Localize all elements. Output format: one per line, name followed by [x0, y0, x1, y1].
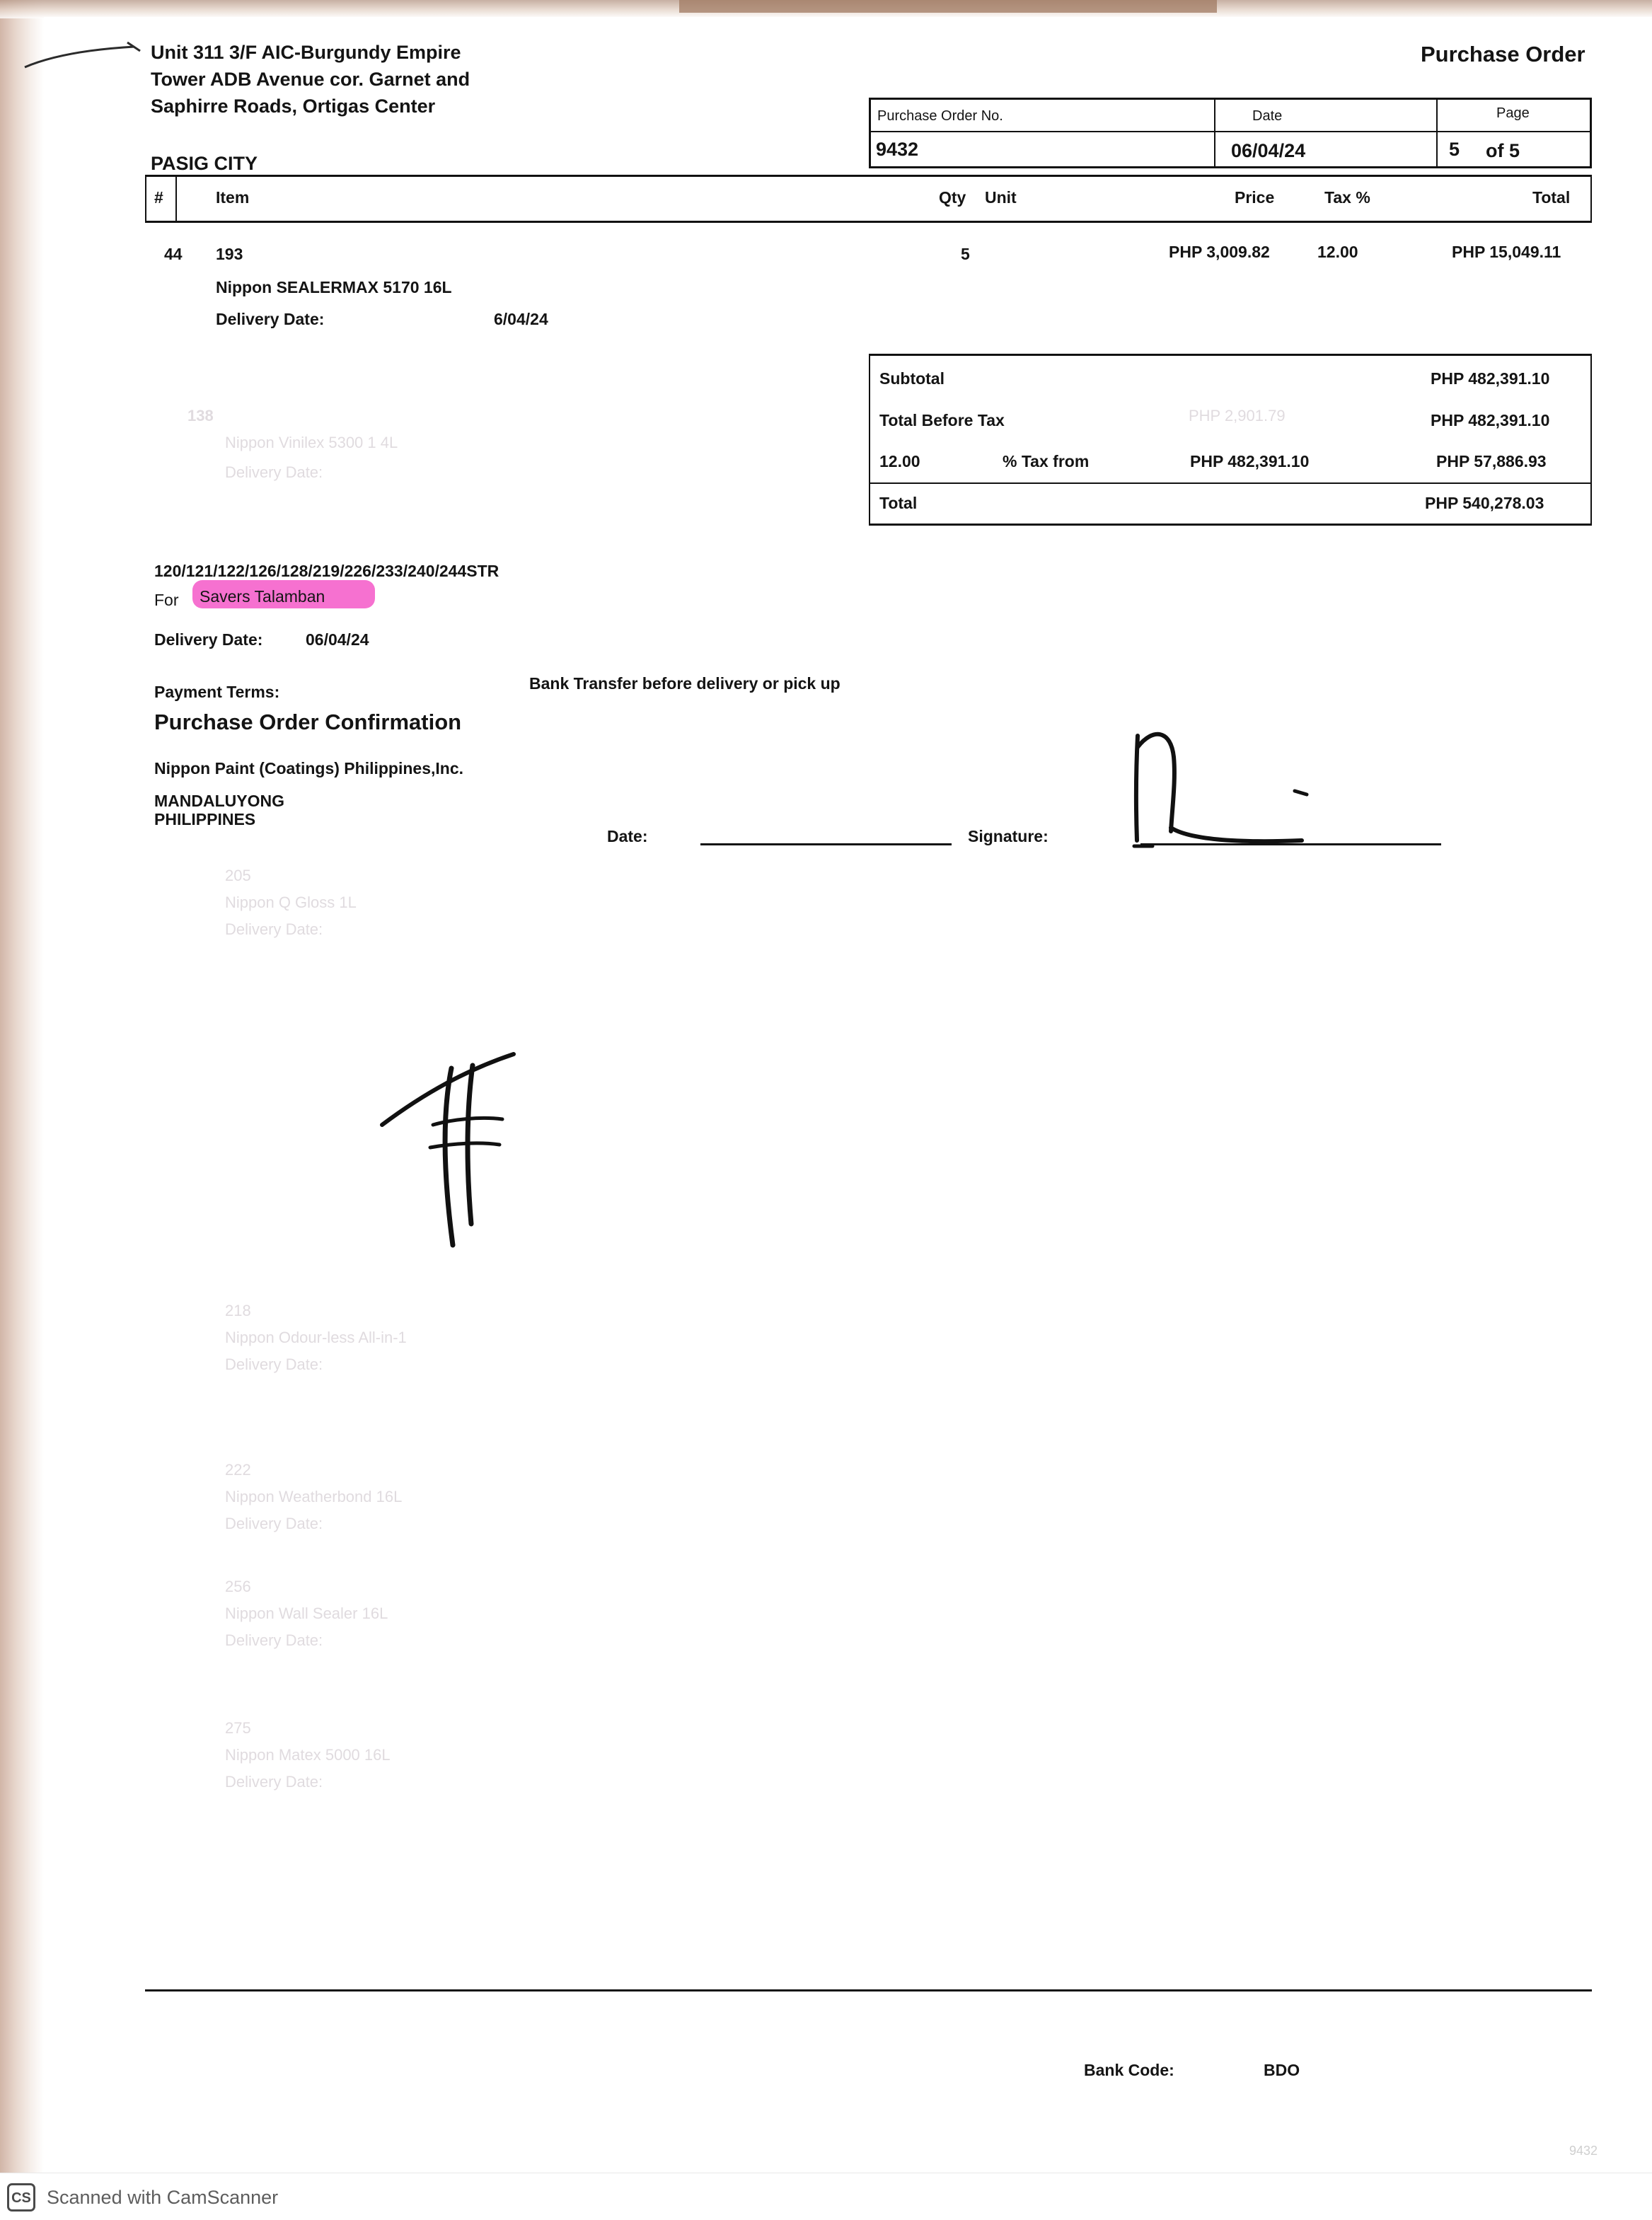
bleed-through-text: 222	[225, 1461, 251, 1479]
totals-right-rule	[1590, 354, 1592, 524]
subtotal-value: PHP 482,391.10	[1431, 369, 1550, 388]
bleed-through-text: Delivery Date:	[225, 463, 323, 481]
payment-terms-label: Payment Terms:	[154, 683, 280, 701]
total-before-tax-label: Total Before Tax	[879, 411, 1005, 429]
bleed-through-text: Nippon Wall Sealer 16L	[225, 1605, 388, 1622]
stray-pen-mark-icon	[21, 35, 149, 85]
bleed-through-text: Nippon Weatherbond 16L	[225, 1488, 403, 1505]
payment-terms-value: Bank Transfer before delivery or pick up	[529, 674, 841, 693]
scan-edge-artifact-blob	[679, 0, 1217, 13]
bleed-through-text: 205	[225, 867, 251, 884]
paper-sheet	[44, 17, 1652, 2220]
tax-base-amount: PHP 482,391.10	[1190, 452, 1310, 470]
bleed-through-text: Delivery Date:	[225, 1631, 323, 1649]
signature-mark-top	[1121, 715, 1447, 856]
company-address-line-1: Unit 311 3/F AIC-Burgundy Empire	[151, 42, 461, 63]
table-header-bottom-rule	[145, 221, 1592, 223]
grand-total-value: PHP 540,278.03	[1425, 494, 1544, 512]
tax-from-label: % Tax from	[1003, 452, 1090, 470]
bleed-through-text: 275	[225, 1719, 251, 1737]
totals-bottom-rule	[869, 524, 1592, 526]
table-header-top-rule	[145, 175, 1592, 177]
confirmation-title: Purchase Order Confirmation	[154, 710, 462, 734]
po-number-label: Purchase Order No.	[877, 108, 1003, 124]
col-header-num: #	[154, 188, 163, 207]
bleed-through-text: Nippon Odour-less All-in-1	[225, 1329, 407, 1346]
totals-divider-above-total	[869, 482, 1592, 484]
po-date-value: 06/04/24	[1231, 140, 1306, 161]
page-corner-mark: 9432	[1569, 2144, 1598, 2158]
po-date-label: Date	[1252, 108, 1283, 124]
po-meta-divider-2	[1436, 98, 1438, 168]
col-header-total: Total	[1532, 188, 1571, 207]
row-price: PHP 3,009.82	[1169, 243, 1270, 261]
po-page-label: Page	[1496, 105, 1530, 121]
company-address-line-2: Tower ADB Avenue cor. Garnet and	[151, 69, 470, 90]
table-col-rule-left	[145, 175, 146, 223]
col-header-item: Item	[216, 188, 250, 207]
signoff-date-label: Date:	[607, 827, 648, 845]
po-page-of: of 5	[1486, 140, 1520, 161]
row-number: 44	[164, 245, 183, 263]
bleed-through-text: 138	[187, 407, 214, 424]
bleed-through-text: PHP 2,901.79	[1189, 407, 1286, 424]
supplier-country: PHILIPPINES	[154, 810, 256, 828]
company-city: PASIG CITY	[151, 153, 258, 174]
po-page-current: 5	[1449, 139, 1460, 160]
grand-total-label: Total	[879, 494, 918, 512]
bleed-through-text: 256	[225, 1578, 251, 1595]
tax-rate: 12.00	[879, 452, 920, 470]
signoff-signature-label: Signature:	[968, 827, 1049, 845]
po-number-value: 9432	[876, 139, 919, 160]
camscanner-watermark-text: Scanned with CamScanner	[47, 2187, 279, 2208]
bank-code-label: Bank Code:	[1084, 2061, 1174, 2079]
totals-top-rule	[869, 354, 1592, 356]
bleed-through-text: Nippon Q Gloss 1L	[225, 894, 357, 911]
signature-mark-body	[368, 1040, 538, 1252]
total-before-tax-value: PHP 482,391.10	[1431, 411, 1550, 429]
footer-delivery-date-value: 06/04/24	[306, 630, 369, 649]
bleed-through-text: Delivery Date:	[225, 920, 323, 938]
store-codes: 120/121/122/126/128/219/226/233/240/244STR	[154, 562, 499, 580]
bleed-through-text: 218	[225, 1302, 251, 1319]
po-meta-divider-1	[1214, 98, 1215, 168]
row-item-code: 193	[216, 245, 243, 263]
supplier-city: MANDALUYONG	[154, 792, 284, 810]
tax-amount: PHP 57,886.93	[1436, 452, 1547, 470]
po-meta-row-divider	[869, 131, 1592, 132]
footer-divider-rule	[145, 1989, 1592, 1991]
for-label: For	[154, 591, 179, 609]
company-address-line-3: Saphirre Roads, Ortigas Center	[151, 96, 436, 117]
bleed-through-text: Delivery Date:	[225, 1773, 323, 1791]
bleed-through-text: Delivery Date:	[225, 1515, 323, 1532]
table-col-rule-hash	[175, 175, 177, 223]
row-delivery-date-value: 6/04/24	[494, 310, 548, 328]
signoff-date-line	[700, 843, 952, 845]
camscanner-logo-icon: CS	[7, 2183, 35, 2212]
row-item-description: Nippon SEALERMAX 5170 16L	[216, 278, 452, 296]
subtotal-label: Subtotal	[879, 369, 945, 388]
col-header-tax: Tax %	[1324, 188, 1370, 207]
col-header-qty: Qty	[939, 188, 966, 207]
supplier-company-name: Nippon Paint (Coatings) Philippines,Inc.	[154, 759, 463, 777]
row-delivery-date-label: Delivery Date:	[216, 310, 325, 328]
scan-edge-artifact-left	[0, 0, 44, 2220]
bleed-through-text: Delivery Date:	[225, 1355, 323, 1373]
row-qty: 5	[961, 245, 970, 263]
bleed-through-text: Nippon Matex 5000 16L	[225, 1746, 391, 1764]
col-header-price: Price	[1235, 188, 1275, 207]
for-value: Savers Talamban	[200, 587, 325, 606]
footer-delivery-date-label: Delivery Date:	[154, 630, 263, 649]
bank-code-value: BDO	[1264, 2061, 1300, 2079]
row-total: PHP 15,049.11	[1452, 243, 1561, 261]
totals-left-rule	[869, 354, 870, 524]
bleed-through-text: Nippon Vinilex 5300 1 4L	[225, 434, 398, 451]
row-tax: 12.00	[1317, 243, 1358, 261]
col-header-unit: Unit	[985, 188, 1017, 207]
document-title: Purchase Order	[1421, 42, 1585, 67]
table-col-rule-right	[1590, 175, 1592, 223]
